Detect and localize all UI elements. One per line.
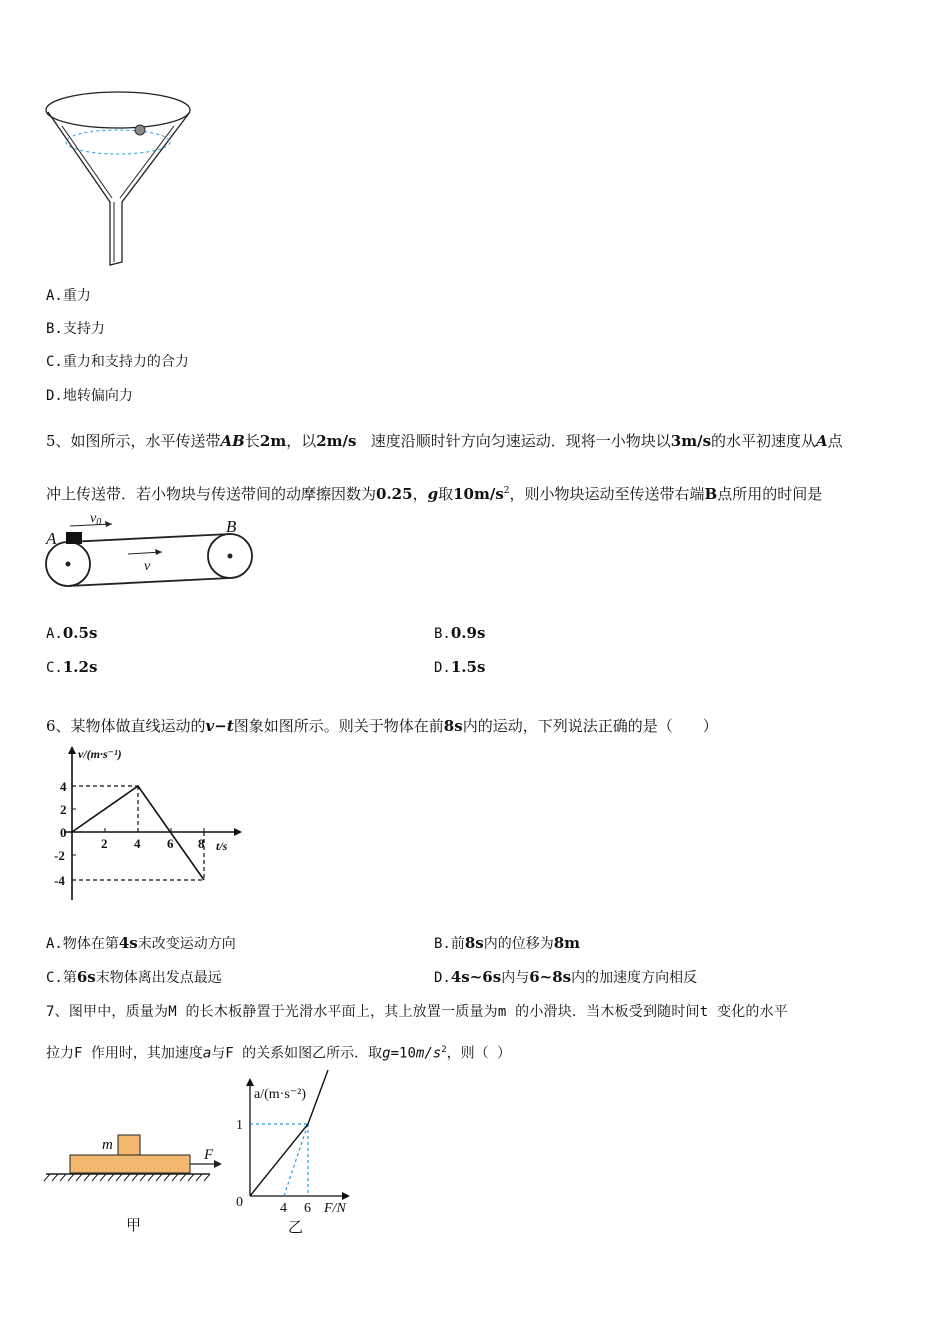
label-F: F bbox=[204, 1147, 214, 1163]
q5-stem-line2: 冲上传送带．若小物块与传送带间的动摩擦因数为0.25，g取$10m/s^2$，则小物块运动至传送带右端B点所用的时间是 bbox=[46, 485, 823, 503]
vt-ytick-4: 4 bbox=[60, 779, 67, 794]
long-board bbox=[70, 1155, 190, 1173]
vt-ytick-0: 0 bbox=[60, 825, 67, 840]
q5-option-b: B.0.9s bbox=[434, 624, 486, 642]
vt-ytick-2: 2 bbox=[60, 802, 67, 817]
vt-xtick-4: 4 bbox=[134, 836, 141, 851]
q6-option-d: D.4s~6s内与6~8s内的加速度方向相反 bbox=[434, 968, 698, 986]
board-block-figure bbox=[40, 1125, 230, 1235]
q6-stem: 6、某物体做直线运动的v−t图象如图所示。则关于物体在前8s内的运动，下列说法正确的是（ ） bbox=[46, 717, 718, 735]
caption-yi: 乙 bbox=[288, 1220, 304, 1236]
aF-xtick-6: 6 bbox=[304, 1201, 311, 1216]
vt-xtick-6: 6 bbox=[167, 836, 174, 851]
q6-option-c: C.第6s末物体离出发点最远 bbox=[46, 968, 222, 986]
vt-xtick-2: 2 bbox=[101, 836, 108, 851]
vt-ytick-neg2: -2 bbox=[54, 848, 65, 863]
q7-stem-line1: 7、图甲中，质量为M 的长木板静置于光滑水平面上，其上放置一质量为m 的小滑块．当木板受到随时间t 变化的水平 bbox=[46, 1004, 788, 1020]
caption-jia: 甲 bbox=[126, 1218, 142, 1234]
q7-stem-line2: 拉力F 作用时，其加速度a与F 的关系如图乙所示．取$g=10m/s^2$，则（ ） bbox=[46, 1045, 512, 1062]
label-m: m bbox=[102, 1137, 113, 1153]
vt-graph bbox=[40, 740, 250, 910]
vt-xlabel: t/s bbox=[216, 839, 228, 853]
aF-ylabel: a/(m·s⁻²) bbox=[254, 1087, 307, 1102]
q6-option-a: A.物体在第4s末改变运动方向 bbox=[46, 934, 236, 952]
conveyor-belt-figure bbox=[40, 512, 260, 592]
funnel-figure bbox=[40, 90, 200, 270]
q4-option-d: D.地转偏向力 bbox=[46, 388, 133, 404]
label-B: B bbox=[226, 517, 237, 536]
q6-option-b: B.前8s内的位移为8m bbox=[434, 934, 581, 952]
label-A: A bbox=[46, 529, 57, 548]
a-F-graph bbox=[228, 1066, 368, 1236]
label-v: v bbox=[144, 559, 151, 574]
q5-stem-line1: 5、如图所示，水平传送带AB长2m，以2m/s 速度沿顺时针方向匀速运动．现将一小物块以3m/s的水平初速度从A点 bbox=[46, 432, 843, 450]
vt-xtick-8: 8 bbox=[198, 836, 205, 851]
aF-xlabel: F/N bbox=[324, 1201, 346, 1216]
q4-option-c: C.重力和支持力的合力 bbox=[46, 354, 189, 370]
aF-xtick-4: 4 bbox=[280, 1201, 287, 1216]
label-v0: $v_0$ bbox=[90, 512, 102, 528]
q5-option-a: A.0.5s bbox=[46, 624, 98, 642]
aF-origin: 0 bbox=[236, 1195, 243, 1210]
q5-option-d: D.1.5s bbox=[434, 658, 486, 676]
aF-ytick-1: 1 bbox=[236, 1118, 243, 1133]
block-icon bbox=[66, 532, 82, 544]
q5-option-c: C.1.2s bbox=[46, 658, 98, 676]
vt-ylabel: v/(m·s⁻¹) bbox=[78, 747, 122, 761]
q4-option-a: A.重力 bbox=[46, 288, 91, 304]
q4-option-b: B.支持力 bbox=[46, 321, 105, 337]
ball-icon bbox=[135, 125, 145, 135]
small-block bbox=[118, 1135, 140, 1155]
vt-ytick-neg4: -4 bbox=[54, 873, 65, 888]
